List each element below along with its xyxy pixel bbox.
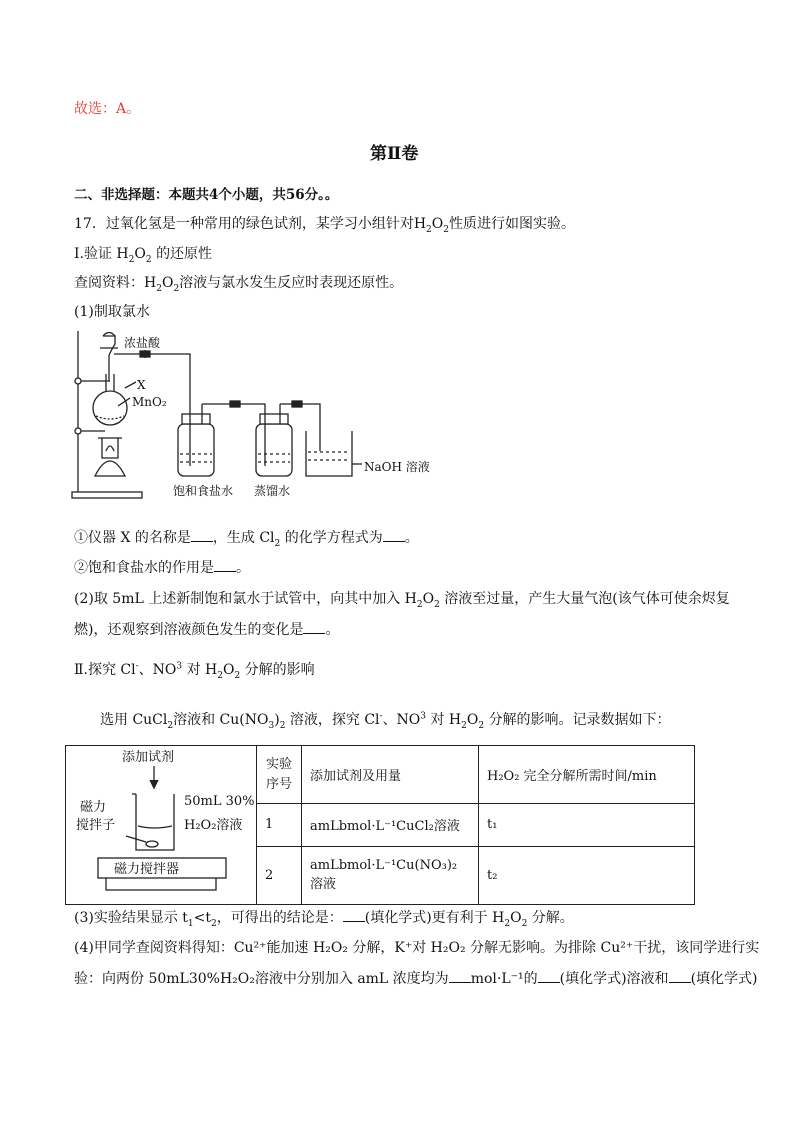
p2i-d: 溶液，探究 Cl	[289, 712, 380, 728]
row2-reagent: amLbmol·L⁻¹Cu(NO₃)₂溶液	[302, 846, 479, 904]
p2t-c: 对 H	[186, 662, 218, 678]
answer-blank	[303, 621, 325, 634]
sub1-q2-a: ②饱和食盐水的作用是	[74, 560, 214, 576]
chlorine-water-apparatus	[70, 326, 460, 506]
sub4-l2-b: mol·L⁻¹的	[470, 971, 538, 987]
row1-seq: 1	[257, 804, 302, 846]
sub1-title: (1)制取氯水	[74, 304, 150, 320]
sub1-q2-b: 。	[236, 560, 250, 576]
row1-reagent: amLbmol·L⁻¹CuCl₂溶液	[302, 804, 479, 846]
sub3-d: (填化学式)更有利于 H	[364, 910, 505, 926]
part1-title-a: Ⅰ.验证	[74, 246, 112, 262]
answer-blank	[343, 909, 365, 922]
header-seq-a: 实验	[265, 756, 292, 772]
p2i-f: 对 H	[430, 712, 462, 728]
part1-title: Ⅰ.验证 $H_2O_2$ 的还原性	[74, 246, 213, 265]
p2i-g: 分解的影响。记录数据如下：	[488, 712, 671, 728]
p2t-d: 分解的影响	[244, 662, 315, 678]
sub2-l2-a: 燃)，还观察到溶液颜色发生的变化是	[74, 622, 304, 638]
sub2-line2	[74, 619, 339, 639]
diagram-stir-a: 磁力	[80, 800, 107, 815]
header-time: H₂O₂ 完全分解所需时间/min	[479, 746, 695, 804]
experiment-table	[65, 745, 695, 905]
section-heading: 二、非选择题：本题共4个小题，共56分。。	[74, 187, 339, 203]
sub3-line: (3)实验结果显示 $t_1<t_2$，可得出的结论是： (填化学式)更有利于 $H_2O_2$ 分解。	[74, 910, 574, 929]
sub2-l1-a: (2)取 5mL 上述新制饱和氯水于试管中，向其中加入 H	[74, 591, 417, 607]
row2-seq: 2	[257, 846, 302, 904]
label-bottle2: 蒸馏水	[254, 484, 291, 498]
answer-blank	[191, 529, 213, 542]
p2t-a: Ⅱ.探究 Cl	[74, 662, 136, 678]
section-title: 第Ⅱ卷	[370, 144, 419, 164]
sub1-q2	[74, 557, 250, 577]
header-reagent: 添加试剂及用量	[302, 746, 479, 804]
diagram-stir-b: 搅拌子	[76, 818, 116, 833]
label-naoh: NaOH 溶液	[364, 460, 430, 474]
part1-title-b: 的还原性	[156, 246, 213, 262]
sub1-q1: ①仪器 X 的名称是 ，生成 $Cl_2$ 的化学方程式为 。	[74, 530, 419, 549]
answer-blank	[214, 559, 236, 572]
label-bottle1: 饱和食盐水	[173, 484, 234, 498]
part2-intro: 选用 CuCl$_2$溶液和 $Cu(NO_3)_2$ 溶液，探究 Cl-、$NO^3$ 对 $H_2O_2$ 分解的影响。记录数据如下：	[100, 711, 671, 731]
answer-line: 故选：A。	[74, 101, 141, 117]
sub1-q1-b: ，生成 Cl	[212, 530, 275, 546]
sub4-l2-d: (填化学式)	[690, 971, 758, 987]
answer-blank	[449, 970, 471, 983]
answer-blank	[538, 970, 560, 983]
diagram-stirrer: 磁力搅拌器	[114, 862, 180, 877]
diagram-volume: 50mL 30%	[184, 794, 255, 809]
sub3-e: 分解。	[531, 910, 574, 926]
q17-stem-text: 17．过氧化氢是一种常用的绿色试剂，某学习小组针对	[74, 216, 414, 232]
answer-blank	[383, 529, 405, 542]
sub1-q1-a: ①仪器 X 的名称是	[74, 530, 191, 546]
row2-time: t₂	[479, 846, 695, 904]
ref-a: 查阅资料：	[74, 275, 144, 291]
sub1-q1-c: 的化学方程式为	[284, 530, 383, 546]
sub4-line2	[74, 968, 758, 988]
p2i-b: 溶液和 Cu(NO	[173, 712, 269, 728]
sub3-b: <t	[193, 910, 212, 926]
label-hcl: 浓盐酸	[124, 336, 161, 350]
sub2-l2-b: 。	[325, 622, 340, 638]
row1-time: t₁	[479, 804, 695, 846]
p2i-c: )	[274, 712, 280, 728]
p2i-a: 选用 CuCl	[100, 712, 168, 728]
diagram-reagent: 添加试剂	[122, 750, 175, 765]
p2i-e: 、NO	[382, 712, 421, 728]
ref-b: 溶液与氯水发生反应时表现还原性。	[179, 275, 404, 291]
sub4-l2-a: 验：向两份 50mL30%H₂O₂溶液中分别加入 amL 浓度均为	[74, 971, 449, 987]
part2-title: Ⅱ.探究 Cl-、$NO^3$ 对 $H_2O_2$ 分解的影响	[74, 661, 315, 681]
sub2-line1: (2)取 5mL 上述新制饱和氯水于试管中，向其中加入 $H_2O_2$ 溶液至过量，产生大量气泡(该气体可使余烬复	[74, 591, 730, 610]
sub3-c: ，可得出的结论是：	[216, 910, 343, 926]
p2t-b: 、NO	[138, 662, 177, 678]
answer-blank	[669, 970, 691, 983]
q17-stem: 17．过氧化氢是一种常用的绿色试剂，某学习小组针对$H_2O_2$性质进行如图实验。	[74, 216, 575, 235]
sub4-line1: (4)甲同学查阅资料得知：Cu²⁺能加速 H₂O₂ 分解，K⁺对 H₂O₂ 分解无影响。为排除 Cu²⁺干扰，该同学进行实	[74, 940, 760, 956]
header-seq-b: 序号	[265, 776, 292, 792]
sub4-l2-c: (填化学式)溶液和	[559, 971, 669, 987]
header-seq	[257, 746, 302, 804]
reference-line: 查阅资料：$H_2O_2$溶液与氯水发生反应时表现还原性。	[74, 275, 404, 294]
diagram-solution: H₂O₂溶液	[184, 818, 243, 833]
sub3-a: (3)实验结果显示 t	[74, 910, 188, 926]
label-mno2: MnO₂	[132, 395, 167, 409]
sub1-q1-d: 。	[404, 530, 419, 546]
q17-stem-text-2: 性质进行如图实验。	[449, 216, 575, 232]
label-x: X	[137, 378, 146, 392]
stirrer-diagram-cell	[66, 746, 257, 905]
sub2-l1-b: 溶液至过量，产生大量气泡(该气体可使余烬复	[444, 591, 730, 607]
